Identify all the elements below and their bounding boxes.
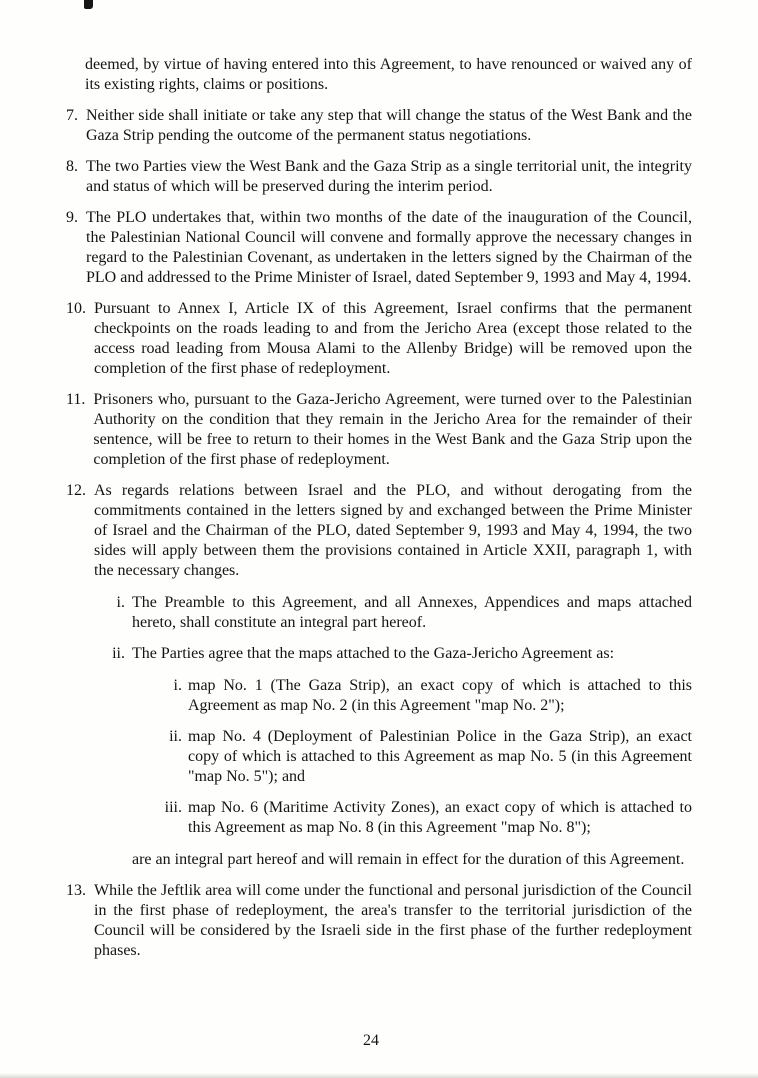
list-item-7 [66, 106, 692, 146]
list-item-9 [66, 208, 692, 288]
item-number: ii. [169, 728, 182, 745]
item-text: map No. 6 (Maritime Activity Zones), an exact copy of which is attached to this Agreement as map No. 8 (in this Agreement "map No. 8"); [188, 799, 692, 836]
scan-edge-shadow [0, 1073, 758, 1078]
item-number: iii. [164, 799, 182, 816]
sub-item-i [112, 593, 692, 633]
item-text: map No. 4 (Deployment of Palestinian Police in the Gaza Strip), an exact copy of which is attached to this Agreement as map No. 5 (in this Agreement "map No. 5"); and [188, 728, 692, 785]
item-text: Pursuant to Annex I, Article IX of this Agreement, Israel confirms that the permanent checkpoints on the roads leading to and from the Jericho Area (except those related to the access road leading from Mousa Alami to the Allenby Bridge) will be removed upon the completion of the first phase of redeployment. [94, 300, 692, 377]
item-text: The Preamble to this Agreement, and all Annexes, Appendices and maps attached hereto, shall constitute an integral part hereof. [132, 594, 692, 631]
item-text: The two Parties view the West Bank and the Gaza Strip as a single territorial unit, the integrity and status of which will be preserved during the interim period. [86, 158, 692, 195]
continuation-paragraph: deemed, by virtue of having entered into this Agreement, to have renounced or waived any of its existing rights, claims or positions. [85, 56, 692, 93]
item-number: i. [116, 594, 125, 611]
map-item-ii [164, 727, 692, 787]
item-number: 10. [66, 300, 86, 317]
item-number: 12. [66, 482, 86, 499]
list-item-12 [66, 481, 692, 870]
item-body [132, 644, 692, 838]
item-text: The Parties agree that the maps attached to the Gaza-Jericho Agreement as: [132, 645, 615, 662]
map-item-i [164, 676, 692, 716]
item-text: Neither side shall initiate or take any step that will change the status of the West Bank and the Gaza Strip pending the outcome of the permanent status negotiations. [86, 107, 692, 144]
list-item-11 [66, 390, 692, 470]
sub-item-ii [112, 644, 692, 838]
list-item-8 [66, 157, 692, 197]
item-text: Prisoners who, pursuant to the Gaza-Jericho Agreement, were turned over to the Palestinian Authority on the condition that they remain in the Jericho Area for the remainder of their sentence, will be free to return to their homes in the West Bank and the Gaza Strip upon the completion of the first phase of redeployment. [93, 391, 692, 468]
closing-paragraph: are an integral part hereof and will remain in effect for the duration of this Agreement. [132, 851, 685, 868]
list-item-13 [66, 881, 692, 961]
item-number: ii. [112, 645, 125, 662]
page-number: 24 [363, 1032, 379, 1049]
item-number: i. [173, 677, 182, 694]
map-list [164, 676, 692, 838]
item-number: 13. [66, 882, 86, 899]
item-text: map No. 1 (The Gaza Strip), an exact copy of which is attached to this Agreement as map No. 2 (in this Agreement "map No. 2"); [188, 677, 692, 714]
item-number: 11. [66, 391, 86, 408]
map-item-iii [164, 798, 692, 838]
list-item-10 [66, 299, 692, 379]
item-text: As regards relations between Israel and the PLO, and without derogating from the commitments contained in the letters signed by and exchanged between the Prime Minister of Israel and the Chairman of the PLO, dated September 9, 1993 and May 4, 1994, the two sides will apply between them the provisions contained in Article XXII, paragraph 1, with the necessary changes. [94, 482, 692, 579]
scan-artifact [84, 0, 93, 9]
item-number: 7. [66, 107, 78, 124]
item-body [94, 481, 692, 870]
item-number: 8. [66, 158, 78, 175]
item-number: 9. [66, 209, 78, 226]
item-text: The PLO undertakes that, within two months of the date of the inauguration of the Council, the Palestinian National Council will convene and formally approve the necessary changes in regard to the Palestinian Covenant, as undertaken in the letters signed by the Chairman of the PLO and addressed to the Prime Minister of Israel, dated September 9, 1993 and May 4, 1994. [86, 209, 692, 286]
item-text: While the Jeftlik area will come under the functional and personal jurisdiction of the Council in the first phase of redeployment, the area's transfer to the territorial jurisdiction of the Council will be considered by the Israeli side in the first phase of the further redeployment phases. [94, 882, 692, 959]
sub-list [112, 593, 692, 838]
